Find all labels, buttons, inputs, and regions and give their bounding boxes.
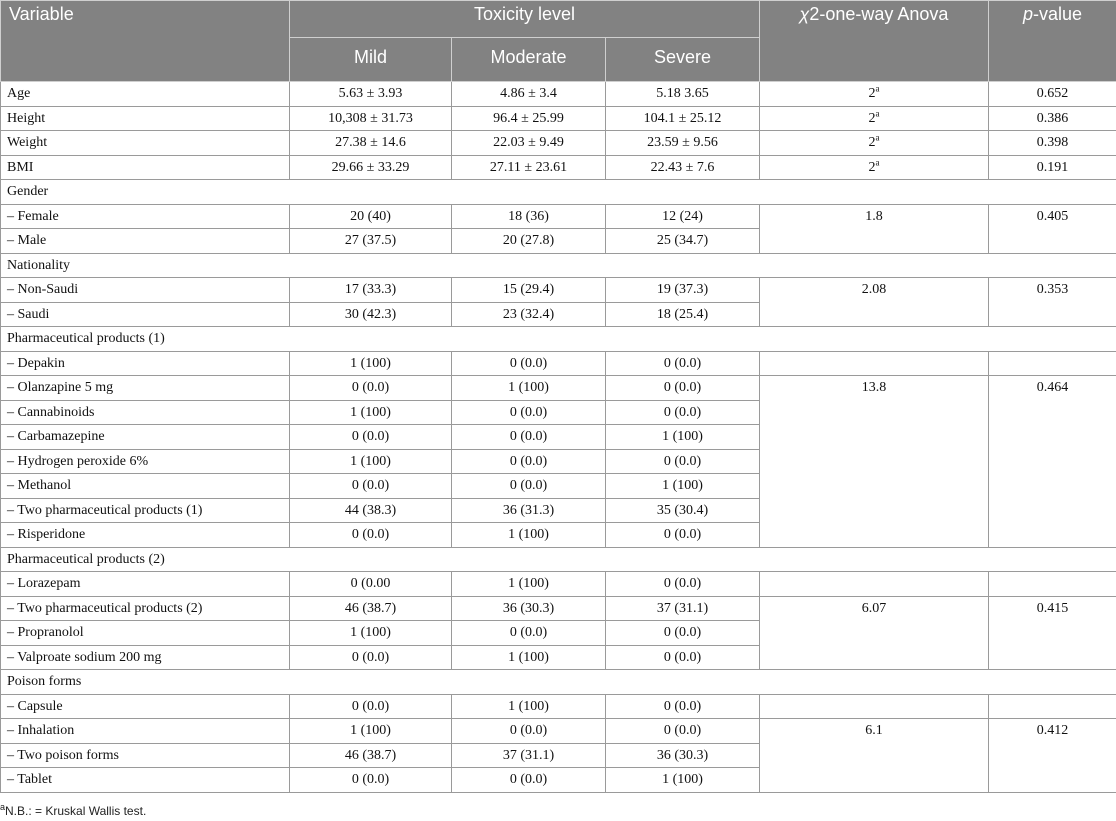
cell-p-value: 0.353 bbox=[989, 278, 1116, 327]
cell-severe: 0 (0.0) bbox=[606, 400, 760, 425]
cell-severe: 5.18 3.65 bbox=[606, 82, 760, 107]
cell-mild: 0 (0.0) bbox=[290, 376, 452, 401]
section-title: Pharmaceutical products (2) bbox=[1, 547, 1116, 572]
cell-mild: 0 (0.0) bbox=[290, 694, 452, 719]
header-chi-symbol: χ bbox=[799, 4, 810, 24]
cell-mild: 0 (0.0) bbox=[290, 523, 452, 548]
row-label: – Lorazepam bbox=[1, 572, 290, 597]
cell-p-value: 0.191 bbox=[989, 155, 1116, 180]
header-chi-anova bbox=[760, 1, 989, 82]
table-row bbox=[1, 155, 1116, 180]
cell-statistic-empty bbox=[760, 572, 989, 597]
cell-p-value: 0.464 bbox=[989, 376, 1116, 548]
table-row bbox=[1, 719, 1116, 744]
section-title: Gender bbox=[1, 180, 1116, 205]
cell-moderate: 0 (0.0) bbox=[452, 621, 606, 646]
statistic-value: 2 bbox=[868, 110, 876, 126]
cell-mild: 1 (100) bbox=[290, 351, 452, 376]
cell-mild: 27.38 ± 14.6 bbox=[290, 131, 452, 156]
cell-severe: 1 (100) bbox=[606, 768, 760, 793]
cell-moderate: 0 (0.0) bbox=[452, 425, 606, 450]
cell-severe: 0 (0.0) bbox=[606, 645, 760, 670]
cell-statistic: 2.08 bbox=[760, 278, 989, 327]
cell-statistic bbox=[760, 82, 989, 107]
cell-moderate: 20 (27.8) bbox=[452, 229, 606, 254]
header-variable: Variable bbox=[1, 1, 290, 82]
row-label: – Carbamazepine bbox=[1, 425, 290, 450]
cell-mild: 30 (42.3) bbox=[290, 302, 452, 327]
cell-mild: 0 (0.0) bbox=[290, 425, 452, 450]
cell-mild: 1 (100) bbox=[290, 449, 452, 474]
cell-p-value-empty bbox=[989, 694, 1116, 719]
cell-statistic bbox=[760, 131, 989, 156]
header-p-value bbox=[989, 1, 1116, 82]
cell-p-value-empty bbox=[989, 572, 1116, 597]
cell-mild: 17 (33.3) bbox=[290, 278, 452, 303]
cell-statistic bbox=[760, 106, 989, 131]
cell-moderate: 0 (0.0) bbox=[452, 768, 606, 793]
header-chi-text: 2-one-way Anova bbox=[809, 4, 949, 24]
section-header-row bbox=[1, 180, 1116, 205]
cell-mild: 5.63 ± 3.93 bbox=[290, 82, 452, 107]
table-row bbox=[1, 278, 1116, 303]
table-body bbox=[1, 82, 1116, 793]
cell-moderate: 36 (30.3) bbox=[452, 596, 606, 621]
table-row bbox=[1, 596, 1116, 621]
cell-statistic-empty bbox=[760, 351, 989, 376]
footnote-sup: a bbox=[0, 802, 6, 812]
cell-mild: 1 (100) bbox=[290, 400, 452, 425]
statistic-sup: a bbox=[875, 156, 880, 167]
row-label: – Tablet bbox=[1, 768, 290, 793]
header-toxicity-level: Toxicity level bbox=[290, 1, 760, 38]
cell-mild: 0 (0.0) bbox=[290, 768, 452, 793]
cell-moderate: 0 (0.0) bbox=[452, 449, 606, 474]
statistic-sup: a bbox=[875, 132, 880, 143]
cell-p-value: 0.386 bbox=[989, 106, 1116, 131]
table-row bbox=[1, 204, 1116, 229]
row-label: – Olanzapine 5 mg bbox=[1, 376, 290, 401]
section-header-row bbox=[1, 253, 1116, 278]
cell-mild: 44 (38.3) bbox=[290, 498, 452, 523]
cell-mild: 0 (0.0) bbox=[290, 645, 452, 670]
table-row bbox=[1, 572, 1116, 597]
row-label: – Methanol bbox=[1, 474, 290, 499]
section-header-row bbox=[1, 327, 1116, 352]
row-label: – Valproate sodium 200 mg bbox=[1, 645, 290, 670]
section-title: Poison forms bbox=[1, 670, 1116, 695]
statistic-sup: a bbox=[875, 107, 880, 118]
statistic-value: 2 bbox=[868, 135, 876, 150]
footnote bbox=[0, 804, 146, 818]
cell-severe: 25 (34.7) bbox=[606, 229, 760, 254]
cell-p-value-empty bbox=[989, 351, 1116, 376]
cell-moderate: 22.03 ± 9.49 bbox=[452, 131, 606, 156]
statistic-sup: a bbox=[875, 83, 880, 94]
cell-moderate: 1 (100) bbox=[452, 376, 606, 401]
cell-moderate: 96.4 ± 25.99 bbox=[452, 106, 606, 131]
cell-severe: 0 (0.0) bbox=[606, 523, 760, 548]
row-label: Height bbox=[1, 106, 290, 131]
cell-mild: 10,308 ± 31.73 bbox=[290, 106, 452, 131]
cell-p-value: 0.652 bbox=[989, 82, 1116, 107]
cell-mild: 0 (0.0) bbox=[290, 474, 452, 499]
table-row bbox=[1, 131, 1116, 156]
section-title: Nationality bbox=[1, 253, 1116, 278]
row-label: – Female bbox=[1, 204, 290, 229]
cell-mild: 1 (100) bbox=[290, 719, 452, 744]
row-label: – Inhalation bbox=[1, 719, 290, 744]
cell-moderate: 1 (100) bbox=[452, 523, 606, 548]
cell-severe: 104.1 ± 25.12 bbox=[606, 106, 760, 131]
cell-severe: 0 (0.0) bbox=[606, 572, 760, 597]
cell-severe: 37 (31.1) bbox=[606, 596, 760, 621]
cell-moderate: 1 (100) bbox=[452, 645, 606, 670]
cell-moderate: 18 (36) bbox=[452, 204, 606, 229]
row-label: – Two pharmaceutical products (2) bbox=[1, 596, 290, 621]
row-label: Weight bbox=[1, 131, 290, 156]
cell-moderate: 23 (32.4) bbox=[452, 302, 606, 327]
row-label: Age bbox=[1, 82, 290, 107]
row-label: – Saudi bbox=[1, 302, 290, 327]
cell-moderate: 1 (100) bbox=[452, 694, 606, 719]
cell-severe: 12 (24) bbox=[606, 204, 760, 229]
footnote-text: N.B.: = Kruskal Wallis test. bbox=[5, 804, 147, 818]
header-severe: Severe bbox=[606, 38, 760, 82]
cell-severe: 0 (0.0) bbox=[606, 719, 760, 744]
row-label: – Propranolol bbox=[1, 621, 290, 646]
row-label: – Male bbox=[1, 229, 290, 254]
table-row bbox=[1, 351, 1116, 376]
cell-moderate: 27.11 ± 23.61 bbox=[452, 155, 606, 180]
cell-moderate: 36 (31.3) bbox=[452, 498, 606, 523]
cell-statistic-empty bbox=[760, 694, 989, 719]
cell-severe: 0 (0.0) bbox=[606, 351, 760, 376]
header-mild: Mild bbox=[290, 38, 452, 82]
row-label: – Cannabinoids bbox=[1, 400, 290, 425]
cell-statistic: 1.8 bbox=[760, 204, 989, 253]
cell-mild: 20 (40) bbox=[290, 204, 452, 229]
cell-p-value: 0.405 bbox=[989, 204, 1116, 253]
row-label: – Depakin bbox=[1, 351, 290, 376]
cell-severe: 1 (100) bbox=[606, 425, 760, 450]
cell-moderate: 0 (0.0) bbox=[452, 351, 606, 376]
cell-severe: 35 (30.4) bbox=[606, 498, 760, 523]
statistic-value: 2 bbox=[868, 86, 876, 101]
section-header-row bbox=[1, 547, 1116, 572]
cell-statistic: 6.07 bbox=[760, 596, 989, 670]
row-label: – Risperidone bbox=[1, 523, 290, 548]
cell-severe: 23.59 ± 9.56 bbox=[606, 131, 760, 156]
row-label: BMI bbox=[1, 155, 290, 180]
cell-statistic: 13.8 bbox=[760, 376, 989, 548]
cell-severe: 0 (0.0) bbox=[606, 694, 760, 719]
header-p-text: -value bbox=[1032, 4, 1083, 24]
cell-severe: 36 (30.3) bbox=[606, 743, 760, 768]
cell-moderate: 1 (100) bbox=[452, 572, 606, 597]
table-row bbox=[1, 694, 1116, 719]
cell-mild: 46 (38.7) bbox=[290, 596, 452, 621]
cell-severe: 18 (25.4) bbox=[606, 302, 760, 327]
cell-severe: 1 (100) bbox=[606, 474, 760, 499]
row-label: – Two pharmaceutical products (1) bbox=[1, 498, 290, 523]
cell-moderate: 4.86 ± 3.4 bbox=[452, 82, 606, 107]
statistic-value: 2 bbox=[868, 159, 876, 175]
cell-severe: 0 (0.0) bbox=[606, 449, 760, 474]
cell-moderate: 15 (29.4) bbox=[452, 278, 606, 303]
cell-moderate: 0 (0.0) bbox=[452, 400, 606, 425]
cell-p-value: 0.415 bbox=[989, 596, 1116, 670]
cell-statistic: 6.1 bbox=[760, 719, 989, 793]
cell-severe: 19 (37.3) bbox=[606, 278, 760, 303]
table-row bbox=[1, 82, 1116, 107]
cell-severe: 22.43 ± 7.6 bbox=[606, 155, 760, 180]
row-label: – Two poison forms bbox=[1, 743, 290, 768]
table-row bbox=[1, 106, 1116, 131]
cell-severe: 0 (0.0) bbox=[606, 376, 760, 401]
cell-mild: 27 (37.5) bbox=[290, 229, 452, 254]
row-label: – Capsule bbox=[1, 694, 290, 719]
cell-mild: 1 (100) bbox=[290, 621, 452, 646]
row-label: – Non-Saudi bbox=[1, 278, 290, 303]
table-row bbox=[1, 376, 1116, 401]
cell-mild: 29.66 ± 33.29 bbox=[290, 155, 452, 180]
cell-moderate: 0 (0.0) bbox=[452, 719, 606, 744]
header-p-letter: p bbox=[1022, 4, 1033, 24]
cell-moderate: 0 (0.0) bbox=[452, 474, 606, 499]
cell-p-value: 0.412 bbox=[989, 719, 1116, 793]
section-title: Pharmaceutical products (1) bbox=[1, 327, 1116, 352]
cell-statistic bbox=[760, 155, 989, 180]
cell-p-value: 0.398 bbox=[989, 131, 1116, 156]
cell-moderate: 37 (31.1) bbox=[452, 743, 606, 768]
section-header-row bbox=[1, 670, 1116, 695]
header-moderate: Moderate bbox=[452, 38, 606, 82]
row-label: – Hydrogen peroxide 6% bbox=[1, 449, 290, 474]
cell-mild: 0 (0.00 bbox=[290, 572, 452, 597]
cell-severe: 0 (0.0) bbox=[606, 621, 760, 646]
cell-mild: 46 (38.7) bbox=[290, 743, 452, 768]
